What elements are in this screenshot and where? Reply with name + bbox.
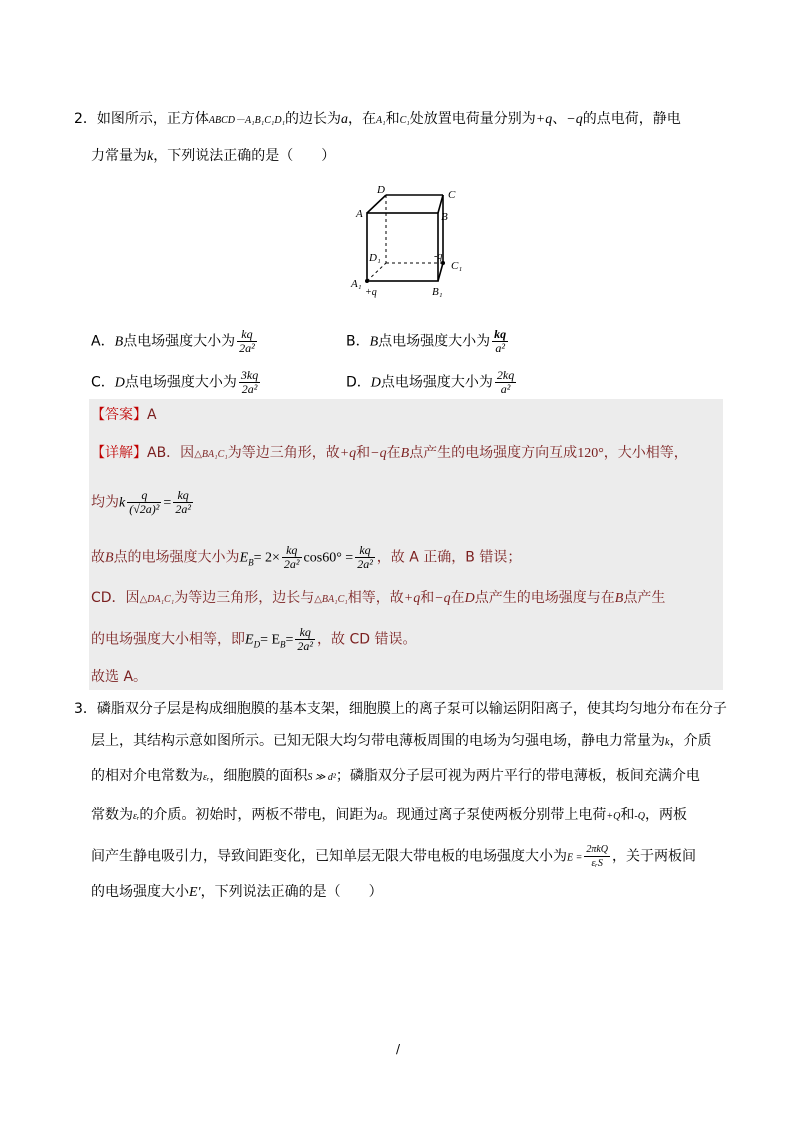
fraction-den: 2a² bbox=[297, 639, 314, 653]
minus-q: −q bbox=[566, 112, 583, 127]
answer-tag: 【答案】 bbox=[91, 407, 147, 423]
formula-part: = 2× bbox=[253, 550, 280, 566]
plus-q: +q bbox=[535, 112, 553, 127]
q2-text: 的边长为 bbox=[285, 111, 342, 127]
var-k: k bbox=[147, 149, 154, 164]
detail-text: 为等边三角形，故 bbox=[227, 445, 340, 461]
label-minus-q: -q bbox=[434, 251, 443, 262]
option-b[interactable] bbox=[346, 328, 510, 355]
detail-text: 点产生 bbox=[623, 590, 666, 606]
detail-text: 在 bbox=[386, 445, 401, 461]
q3-text: 的介质。初始时，两板不带电，间距为 bbox=[139, 807, 378, 823]
label-c1: C₁ bbox=[451, 260, 463, 272]
detail-text: 在 bbox=[450, 590, 465, 606]
q2-text: 、 bbox=[552, 111, 567, 127]
option-label: C． bbox=[91, 374, 115, 391]
q2-text: 力常量为 bbox=[91, 148, 147, 164]
q2-number: 2． bbox=[74, 111, 97, 127]
point-b: B bbox=[105, 550, 114, 566]
fraction-num: 3kq bbox=[240, 368, 259, 382]
option-fraction bbox=[237, 328, 257, 355]
detail-text: 点产生的电场强度方向互成 bbox=[409, 445, 578, 461]
cube-hidden-edge-a1d1 bbox=[367, 263, 386, 281]
detail-text: ，故 A 正确，B 错误； bbox=[376, 549, 522, 566]
q3-text: ；磷脂双分子层可视为两片平行的带电薄板，板间充满介电 bbox=[335, 768, 700, 784]
page-mark: / bbox=[396, 1042, 401, 1056]
fraction-den: 2a² bbox=[283, 557, 300, 571]
detail-text: 为等边三角形，边长与 bbox=[174, 590, 315, 606]
plus-q: +q bbox=[403, 591, 421, 606]
detail-line-5 bbox=[91, 626, 417, 656]
minus-q: −q bbox=[370, 446, 387, 461]
formula-fraction bbox=[355, 544, 375, 571]
formula-fraction-1 bbox=[127, 489, 161, 516]
q2-text: 处放置电荷量分别为 bbox=[409, 111, 536, 127]
q2-text: 的点电荷，静电 bbox=[582, 111, 681, 127]
q3-text: 。现通过离子泵使两板分别带上电荷 bbox=[382, 807, 607, 823]
q3-line-1 bbox=[74, 699, 727, 719]
fraction-num: kq bbox=[173, 489, 193, 503]
formula-sub: B bbox=[280, 639, 286, 650]
point-b: B bbox=[614, 591, 624, 606]
q2-text: ，在 bbox=[348, 111, 377, 127]
q2-line-1 bbox=[74, 109, 681, 131]
option-d[interactable] bbox=[346, 369, 518, 396]
detail-text: 故 bbox=[91, 549, 105, 566]
label-a: A bbox=[356, 208, 363, 220]
q3-text: 间产生静电吸引力，导致间距变化，已知单层无限大带电板的电场强度大小为 bbox=[91, 848, 567, 865]
detail-line-2 bbox=[91, 489, 195, 516]
plus-big-q: +Q bbox=[606, 811, 621, 822]
formula-sub: B bbox=[248, 557, 254, 568]
detail-text: ，大小相等， bbox=[603, 445, 688, 461]
detail-text: 和 bbox=[356, 445, 371, 461]
label-b1: B₁ bbox=[432, 286, 443, 298]
label-b: B bbox=[441, 211, 448, 223]
detail-tag: 【详解】 bbox=[91, 445, 147, 461]
option-text: 点电场强度大小为 bbox=[123, 333, 236, 350]
epsilon-r: εᵣ bbox=[203, 772, 210, 783]
detail-text: 相等，故 bbox=[347, 590, 404, 606]
option-point: D bbox=[370, 375, 381, 391]
epsilon-r: εᵣ bbox=[133, 811, 140, 822]
label-c: C bbox=[448, 189, 456, 201]
option-label: D． bbox=[346, 374, 371, 391]
var-a: a bbox=[341, 112, 349, 127]
label-d1: D₁ bbox=[369, 252, 381, 264]
fraction-den: (√2a)² bbox=[129, 502, 160, 516]
q3-line-4 bbox=[91, 805, 687, 827]
formula-cos: cos60° = bbox=[303, 550, 354, 566]
minus-big-q: -Q bbox=[634, 811, 645, 822]
option-label: B． bbox=[346, 333, 370, 350]
formula-eq: = bbox=[163, 495, 172, 511]
formula-fraction bbox=[295, 626, 315, 653]
minus-q: −q bbox=[434, 591, 451, 606]
option-text: 点电场强度大小为 bbox=[380, 374, 493, 391]
triangle-da1c1: △DA₁C₁ bbox=[139, 594, 175, 605]
answer-line bbox=[91, 405, 157, 425]
formula-e: E = bbox=[567, 852, 583, 864]
option-fraction bbox=[492, 328, 508, 355]
fraction-den: 2a² bbox=[239, 341, 255, 355]
q2-text: 和 bbox=[385, 111, 400, 127]
q2-line-2 bbox=[91, 146, 335, 167]
q3-line-5 bbox=[91, 843, 696, 872]
cube-figure bbox=[345, 183, 475, 298]
detail-text: CD．因 bbox=[91, 590, 140, 606]
option-point: B bbox=[114, 334, 124, 350]
detail-text: AB．因 bbox=[147, 445, 195, 461]
q3-text: ，下列说法正确的是（ ） bbox=[200, 884, 383, 900]
q3-text: 层上，其结构示意如图所示。已知无限大均匀带电薄板周围的电场为匀强电场，静电力常量为 bbox=[91, 733, 665, 749]
detail-text: 点的电场强度大小为 bbox=[113, 549, 240, 566]
q3-line-6 bbox=[91, 882, 383, 903]
q3-text: 的电场强度大小 bbox=[91, 884, 189, 900]
fraction-den: εᵣS bbox=[591, 858, 603, 869]
q3-line-3 bbox=[91, 766, 700, 788]
fraction-den: 2a² bbox=[175, 502, 191, 516]
q2-text: ，下列说法正确的是（ ） bbox=[153, 148, 336, 164]
formula-e-prime: E′ bbox=[189, 885, 201, 900]
fraction-num: kq bbox=[237, 328, 257, 342]
formula-fraction bbox=[282, 544, 302, 571]
formula-eq: = bbox=[285, 632, 294, 648]
formula-sub: D bbox=[253, 639, 261, 650]
formula-e: E bbox=[245, 632, 254, 648]
q3-text: 的相对介电常数为 bbox=[91, 768, 203, 784]
label-plus-q: +q bbox=[365, 287, 377, 298]
point-c1: C₁ bbox=[399, 115, 410, 126]
detail-text: 和 bbox=[420, 590, 435, 606]
q3-text: 和 bbox=[620, 807, 635, 823]
option-fraction bbox=[239, 369, 260, 396]
point-d: D bbox=[464, 591, 475, 606]
q3-text: 常数为 bbox=[91, 807, 133, 823]
formula-k: k bbox=[119, 495, 126, 511]
detail-text: 均为 bbox=[91, 494, 119, 511]
option-fraction bbox=[495, 369, 516, 396]
plus-q: +q bbox=[339, 446, 357, 461]
option-label: A． bbox=[91, 333, 115, 350]
detail-text: 的电场强度大小相等，即 bbox=[91, 631, 245, 648]
fraction-num: q bbox=[127, 489, 161, 503]
q3-text: ，细胞膜的面积 bbox=[209, 768, 308, 784]
q3-text: ，介质 bbox=[669, 733, 712, 749]
formula-part: = E bbox=[260, 632, 281, 648]
fraction-den: 2a² bbox=[357, 557, 373, 571]
q3-number: 3． bbox=[74, 701, 97, 717]
q3-text: ，两板 bbox=[644, 807, 687, 823]
detail-final bbox=[91, 667, 147, 687]
cube-name: ABCD－A₁B₁C₁D₁ bbox=[208, 115, 286, 126]
detail-text: 点产生的电场强度与在 bbox=[474, 590, 615, 606]
label-d: D bbox=[377, 184, 385, 196]
option-text: 点电场强度大小为 bbox=[378, 333, 491, 350]
final-answer: 故选 A。 bbox=[91, 669, 148, 685]
fraction-den: a² bbox=[500, 382, 511, 396]
q3-line-2 bbox=[91, 731, 711, 753]
formula-e: E bbox=[239, 550, 249, 566]
charge-dot-a1 bbox=[365, 279, 369, 283]
var-k: k bbox=[665, 737, 670, 748]
area-condition: S ≫ d² bbox=[307, 772, 336, 783]
detail-text: ，故 CD 错误。 bbox=[317, 631, 417, 648]
answer-value: A bbox=[147, 407, 157, 423]
angle-120: 120° bbox=[577, 446, 604, 461]
formula-fraction bbox=[584, 843, 610, 870]
detail-line-1 bbox=[91, 443, 688, 465]
fraction-num: kq bbox=[355, 544, 375, 558]
var-d: d bbox=[377, 811, 383, 822]
detail-line-3 bbox=[91, 544, 521, 572]
point-a1: A₁ bbox=[376, 115, 386, 126]
cube-edge-ad bbox=[367, 195, 386, 213]
fraction-den: a² bbox=[495, 341, 505, 355]
q2-text: 如图所示，正方体 bbox=[96, 111, 209, 127]
triangle-ba1c1: △BA₁C₁ bbox=[314, 594, 348, 605]
option-text: 点电场强度大小为 bbox=[124, 374, 237, 391]
triangle-ba1c1: △BA₁C₁ bbox=[194, 449, 228, 460]
fraction-den: 2a² bbox=[241, 382, 258, 396]
option-point: B bbox=[369, 334, 379, 350]
detail-line-4 bbox=[91, 588, 665, 610]
fraction-num: 2πkQ bbox=[586, 844, 609, 855]
option-a[interactable] bbox=[91, 328, 259, 355]
fraction-num: kq bbox=[494, 327, 507, 341]
option-point: D bbox=[114, 375, 125, 391]
label-a1: A₁ bbox=[351, 278, 362, 290]
fraction-num: 2kq bbox=[496, 368, 515, 382]
fraction-num: kq bbox=[295, 626, 315, 640]
q3-text: ，关于两板间 bbox=[612, 848, 697, 865]
point-b: B bbox=[400, 446, 410, 461]
option-c[interactable] bbox=[91, 369, 262, 396]
q3-text: 磷脂双分子层是构成细胞膜的基本支架，细胞膜上的离子泵可以输运阴阳离子，使其均匀地分布在分子 bbox=[96, 701, 727, 717]
fraction-num: kq bbox=[282, 544, 302, 558]
formula-fraction-2 bbox=[173, 489, 193, 516]
